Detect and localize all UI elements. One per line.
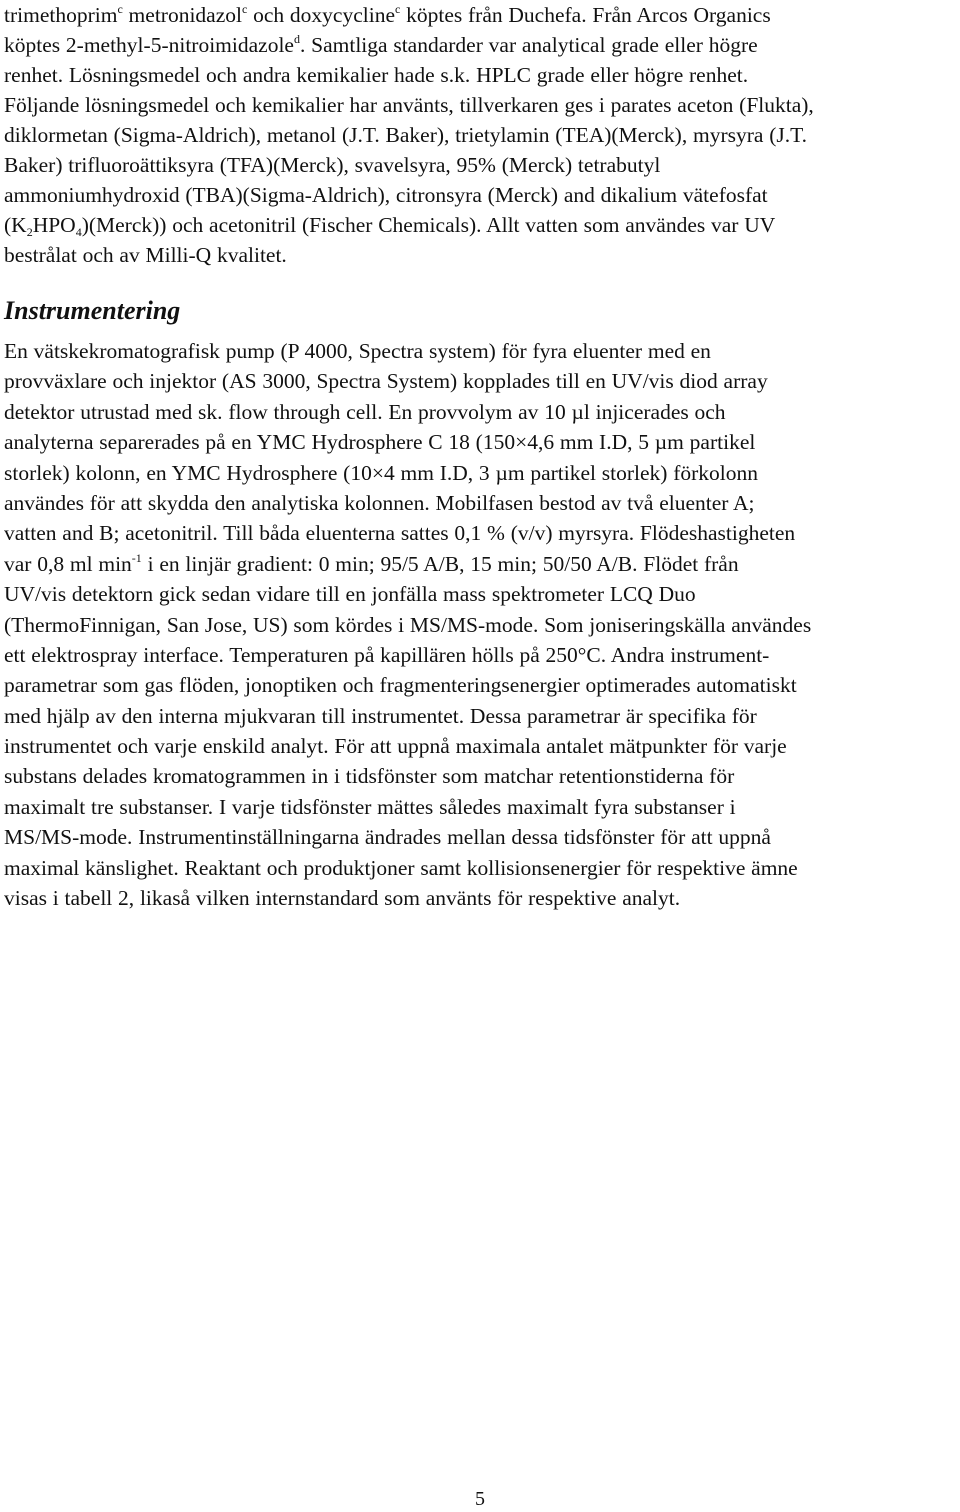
text-line: En vätskekromatografisk pump (P 4000, Spectra system) för fyra eluenter med en [4, 339, 711, 363]
text-line [4, 30, 814, 60]
text-run: (K [4, 213, 27, 237]
text-line: Baker) trifluoroättiksyra (TFA)(Merck), svavelsyra, 95% (Merck) tetrabutyl [4, 153, 661, 177]
text-line [4, 549, 811, 579]
text-line: användes för att skydda den analytiska kolonnen. Mobilfasen bestod av två eluenter A; [4, 490, 755, 515]
text-line: diklormetan (Sigma-Aldrich), metanol (J.T. Baker), trietylamin (TEA)(Merck), myrsyra (J.T. [4, 123, 808, 147]
subscript: 4 [75, 225, 82, 239]
text-run: och doxycycline [247, 3, 395, 27]
text-line: bestrålat och av Milli-Q kvalitet. [4, 243, 287, 267]
text-run: metronidazol [122, 3, 242, 27]
text-line: UV/vis detektorn gick sedan vidare till en jonfälla mass spektrometer LCQ Duo [4, 582, 696, 607]
text-line: substans delades kromatogrammen in i tidsfönster som matchar retentionstiderna för [4, 764, 735, 789]
text-line: ett elektrospray interface. Temperaturen på kapillären hölls på 250°C. Andra instrument- [4, 642, 770, 667]
footnote-marker: d [293, 32, 300, 46]
text-run: köptes 2-methyl-5-nitroimidazole [4, 33, 294, 57]
text-run: köptes från Duchefa. Från Arcos Organics [400, 3, 771, 27]
text-line: detektor utrustad med sk. flow through cell. En provvolym av 10 µl injicerades och [4, 399, 726, 424]
text-line: visas i tabell 2, likaså vilken internstandard som använts för respektive analyt. [4, 886, 681, 911]
text-line: storlek) kolonn, en YMC Hydrosphere (10×4 mm I.D, 3 µm partikel storlek) förkolonn [4, 460, 759, 485]
text-line: vatten and B; acetonitril. Till båda eluenterna sattes 0,1 % (v/v) myrsyra. Flödeshastigheten [4, 521, 796, 546]
footnote-marker: c [117, 2, 123, 16]
text-line: renhet. Lösningsmedel och andra kemikalier hade s.k. HPLC grade eller högre renhet. [4, 63, 749, 87]
text-run: var 0,8 ml min [4, 551, 132, 576]
text-line: ammoniumhydroxid (TBA)(Sigma-Aldrich), citronsyra (Merck) and dikalium vätefosfat [4, 183, 768, 207]
section-heading: Instrumentering [4, 296, 181, 325]
text-run: i en linjär gradient: 0 min; 95/5 A/B, 15 min; 50/50 A/B. Flödet från [141, 551, 739, 576]
text-line: med hjälp av den interna mjukvaran till instrumentet. Dessa parametrar är specifika för [4, 703, 757, 728]
superscript: -1 [131, 550, 142, 565]
paragraph-chemicals [4, 0, 814, 270]
text-line: provväxlare och injektor (AS 3000, Spectra System) kopplades till en UV/vis diod array [4, 369, 768, 394]
text-line: maximal känslighet. Reaktant och produktjoner samt kollisionsenergier för respektive ämne [4, 855, 798, 880]
text-line: Följande lösningsmedel och kemikalier har använts, tillverkaren ges i parates aceton (Flukta), [4, 93, 814, 117]
footnote-marker: c [242, 2, 248, 16]
text-line [4, 210, 814, 240]
text-run: trimethoprim [4, 3, 118, 27]
text-line: maximalt tre substanser. I varje tidsfönster mättes således maximalt fyra substanser i [4, 794, 736, 819]
text-run: HPO [32, 213, 76, 237]
text-line: instrumentet och varje enskild analyt. För att uppnå maximala antalet mätpunkter för varje [4, 734, 787, 759]
text-run: . Samtliga standarder var analytical grade eller högre [299, 33, 758, 57]
text-line [4, 0, 814, 30]
text-line: (ThermoFinnigan, San Jose, US) som kördes i MS/MS-mode. Som joniseringskälla användes [4, 612, 812, 637]
page-number: 5 [475, 1488, 485, 1510]
subscript: 2 [26, 225, 33, 239]
text-line: parametrar som gas flöden, jonoptiken och fragmenteringsenergier optimerades automatiskt [4, 673, 797, 698]
text-run: )(Merck)) och acetonitril (Fischer Chemicals). Allt vatten som användes var UV [81, 213, 776, 237]
footnote-marker: c [395, 2, 401, 16]
text-line: analyterna separerades på en YMC Hydrosphere C 18 (150×4,6 mm I.D, 5 µm partikel [4, 430, 756, 455]
text-line: MS/MS-mode. Instrumentinställningarna ändrades mellan dessa tidsfönster för att uppnå [4, 825, 771, 850]
paragraph-instrumentation [4, 336, 811, 913]
